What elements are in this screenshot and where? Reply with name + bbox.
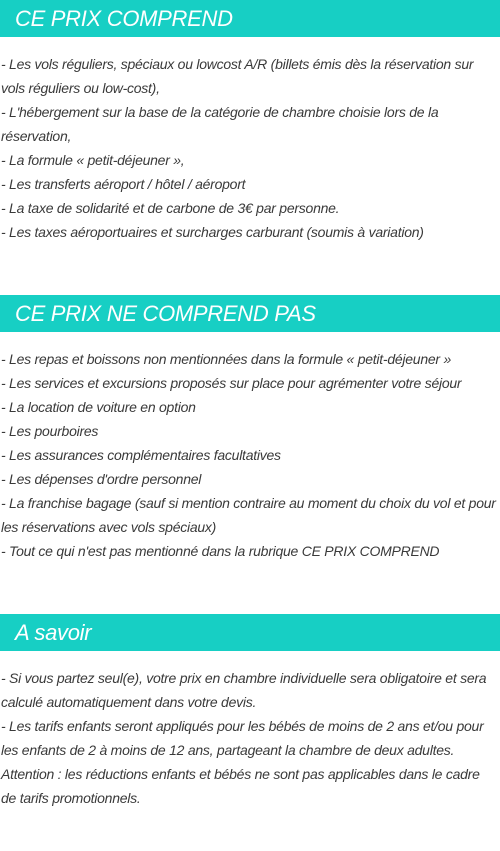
- section-title-price-excludes: CE PRIX NE COMPREND PAS: [0, 295, 500, 332]
- list-item: - Les transferts aéroport / hôtel / aéroport: [1, 176, 246, 192]
- list-item: - Les vols réguliers, spéciaux ou lowcost A/R (billets émis dès la réservation sur vols réguliers ou low-cost),: [1, 56, 474, 96]
- section-good-to-know: [0, 614, 500, 826]
- list-item: - L'hébergement sur la base de la catégorie de chambre choisie lors de la réservation,: [1, 104, 439, 144]
- list-price-excludes: [0, 347, 500, 563]
- list-item: - La formule « petit-déjeuner »,: [1, 152, 185, 168]
- list-item: - Si vous partez seul(e), votre prix en chambre individuelle sera obligatoire et sera calculé automatiquement dans votre devis.: [1, 670, 487, 710]
- list-item: - Les repas et boissons non mentionnées dans la formule « petit-déjeuner »: [1, 351, 452, 367]
- list-item: - Les assurances complémentaires facultatives: [1, 447, 281, 463]
- list-item: - Les taxes aéroportuaires et surcharges carburant (soumis à variation): [1, 224, 424, 240]
- list-price-includes: [0, 52, 500, 244]
- list-item: - Les dépenses d'ordre personnel: [1, 471, 202, 487]
- list-item: - Les tarifs enfants seront appliqués pour les bébés de moins de 2 ans et/ou pour les enfants de 2 à moins de 12 ans, partageant la chambre de deux adultes.: [1, 718, 484, 758]
- list-item: - La franchise bagage (sauf si mention contraire au moment du choix du vol et pour les réservations avec vols spéciaux): [1, 495, 496, 535]
- section-price-excludes: [0, 295, 500, 579]
- list-item: - Tout ce qui n'est pas mentionné dans la rubrique CE PRIX COMPREND: [1, 543, 440, 559]
- section-price-includes: [0, 0, 500, 260]
- list-item: - La taxe de solidarité et de carbone de 3€ par personne.: [1, 200, 340, 216]
- section-title-good-to-know: A savoir: [0, 614, 500, 651]
- list-item: - La location de voiture en option: [1, 399, 196, 415]
- list-item: - Les services et excursions proposés sur place pour agrémenter votre séjour: [1, 375, 462, 391]
- list-good-to-know: [0, 666, 500, 810]
- list-item: - Les pourboires: [1, 423, 99, 439]
- section-title-price-includes: CE PRIX COMPREND: [0, 0, 500, 37]
- list-item: Attention : les réductions enfants et bébés ne sont pas applicables dans le cadre de tarifs promotionnels.: [1, 766, 480, 806]
